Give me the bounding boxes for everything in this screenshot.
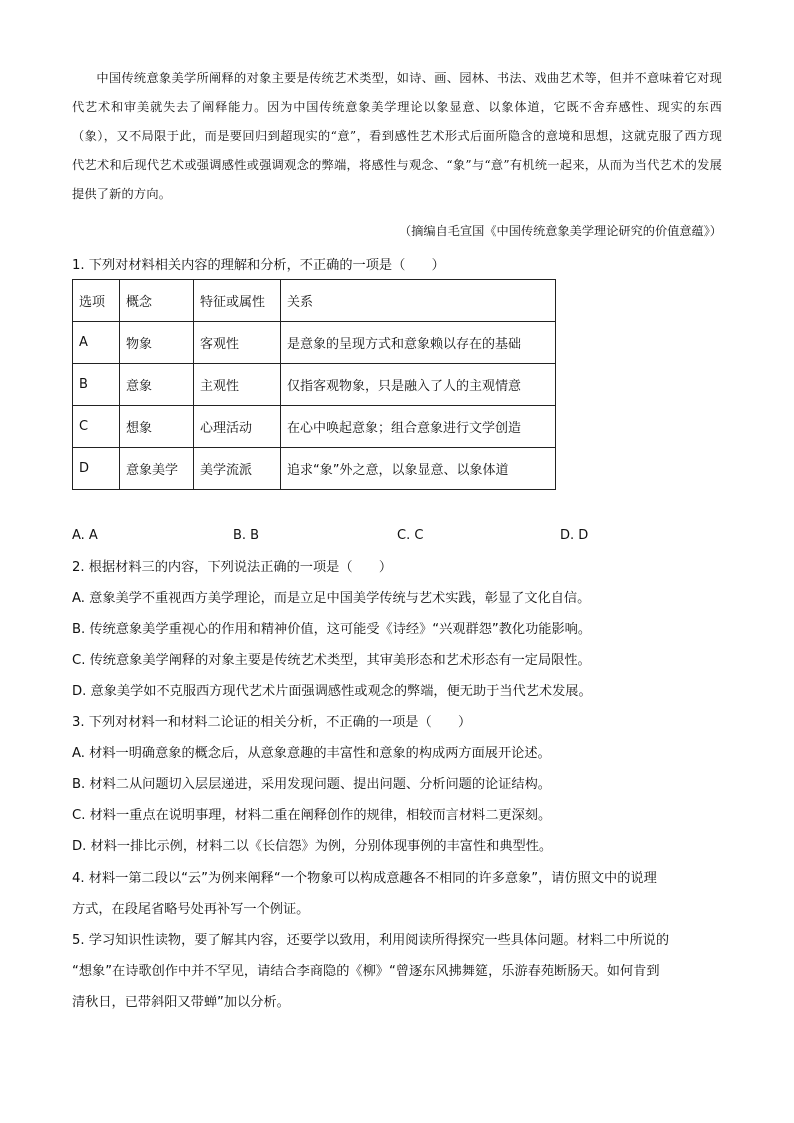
table-cell: 美学流派 <box>194 448 281 490</box>
question-4 <box>72 865 722 924</box>
question-5 <box>72 927 722 1017</box>
table-cell: 物象 <box>120 322 194 364</box>
table-cell: A <box>73 322 120 364</box>
question-5-line: “想象”在诗歌创作中并不罕见，请结合李商隐的《柳》“曾逐东风拂舞筵，乐游春苑断肠天。如何肯到 <box>72 964 660 979</box>
question-2-option-c[interactable]: C. 传统意象美学阐释的对象主要是传统艺术类型，其审美形态和艺术形态有一定局限性。 <box>72 653 591 668</box>
question-1-stem <box>72 252 722 280</box>
table-cell: 心理活动 <box>194 406 281 448</box>
question-2-stem: 2. 根据材料三的内容，下列说法正确的一项是（ ） <box>72 560 393 575</box>
question-4-line: 方式，在段尾省略号处再补写一个例证。 <box>72 902 310 917</box>
table-header-cell: 特征或属性 <box>194 280 281 322</box>
question-3-stem: 3. 下列对材料一和材料二论证的相关分析，不正确的一项是（ ） <box>72 715 472 730</box>
table-row <box>73 322 556 364</box>
table-row <box>73 406 556 448</box>
choice-b[interactable]: B. B <box>233 528 260 543</box>
table-cell: C <box>73 406 120 448</box>
table-cell: 意象美学 <box>120 448 194 490</box>
table-header-cell: 关系 <box>281 280 556 322</box>
table-cell: 追求“象”外之意，以象显意、以象体道 <box>281 448 556 490</box>
passage-text: 中国传统意象美学所阐释的对象主要是传统艺术类型，如诗、画、园林、书法、戏曲艺术等，但并不意味着它对现代艺术和审美就失去了阐释能力。因为中国传统意象美学理论以象显意、以象体道，它既不舍弃感性、现实的东西（象），又不局限于此，而是要回归到超现实的“意”，看到感性艺术形式后面所隐含的意境和思想，这就克服了西方现代艺术和后现代艺术或强调感性或强调观念的弊端，将感性与观念、“象”与“意”有机统一起来，从而为当代艺术的发展提供了新的方向。 <box>72 71 722 201</box>
question-3-option-b[interactable]: B. 材料二从问题切入层层递进，采用发现问题、提出问题、分析问题的论证结构。 <box>72 777 551 792</box>
choice-d[interactable]: D. D <box>560 528 589 543</box>
table-header-row <box>73 280 556 322</box>
question-3 <box>72 709 722 861</box>
question-2-option-a[interactable]: A. 意象美学不重视西方美学理论，而是立足中国美学传统与艺术实践，彰显了文化自信。 <box>72 591 591 606</box>
question-5-line: 清秋日，已带斜阳又带蝉”加以分析。 <box>72 995 290 1010</box>
question-3-option-c[interactable]: C. 材料一重点在说明事理，材料二重在阐释创作的规律，相较而言材料二更深刻。 <box>72 808 552 823</box>
question-3-option-a[interactable]: A. 材料一明确意象的概念后，从意象意趣的丰富性和意象的构成两方面展开论述。 <box>72 746 551 761</box>
table-header-cell: 选项 <box>73 280 120 322</box>
table-row <box>73 364 556 406</box>
passage-paragraph <box>72 64 722 209</box>
question-1-text: 1. 下列对材料相关内容的理解和分析，不正确的一项是（ ） <box>72 258 445 273</box>
table-cell: 在心中唤起意象；组合意象进行文学创造 <box>281 406 556 448</box>
table-header-cell: 概念 <box>120 280 194 322</box>
choice-a[interactable]: A. A <box>72 528 98 543</box>
table-cell: B <box>73 364 120 406</box>
question-2-option-d[interactable]: D. 意象美学如不克服西方现代艺术片面强调感性或观念的弊端，便无助于当代艺术发展。 <box>72 684 592 699</box>
table-cell: 是意象的呈现方式和意象赖以存在的基础 <box>281 322 556 364</box>
question-1-choices <box>72 528 732 548</box>
table-cell: 意象 <box>120 364 194 406</box>
choice-c[interactable]: C. C <box>397 528 424 543</box>
question-4-line: 4. 材料一第二段以“云”为例来阐释“一个物象可以构成意趣各不相同的许多意象”，请仿照文中的说理 <box>72 871 657 886</box>
passage-source: （摘编自毛宣国《中国传统意象美学理论研究的价值意蕴》） <box>399 224 722 238</box>
question-1-table <box>72 279 556 490</box>
question-2-option-b[interactable]: B. 传统意象美学重视心的作用和精神价值，这可能受《诗经》“兴观群怨”教化功能影响。 <box>72 622 592 637</box>
question-2 <box>72 554 722 706</box>
table-cell: 客观性 <box>194 322 281 364</box>
table-cell: D <box>73 448 120 490</box>
question-5-line: 5. 学习知识性读物，要了解其内容，还要学以致用，利用阅读所得探究一些具体问题。材料二中所说的 <box>72 933 670 948</box>
table-row <box>73 448 556 490</box>
table-cell: 主观性 <box>194 364 281 406</box>
table-cell: 仅指客观物象，只是融入了人的主观情意 <box>281 364 556 406</box>
question-3-option-d[interactable]: D. 材料一排比示例，材料二以《长信怨》为例，分别体现事例的丰富性和典型性。 <box>72 839 553 854</box>
table-cell: 想象 <box>120 406 194 448</box>
